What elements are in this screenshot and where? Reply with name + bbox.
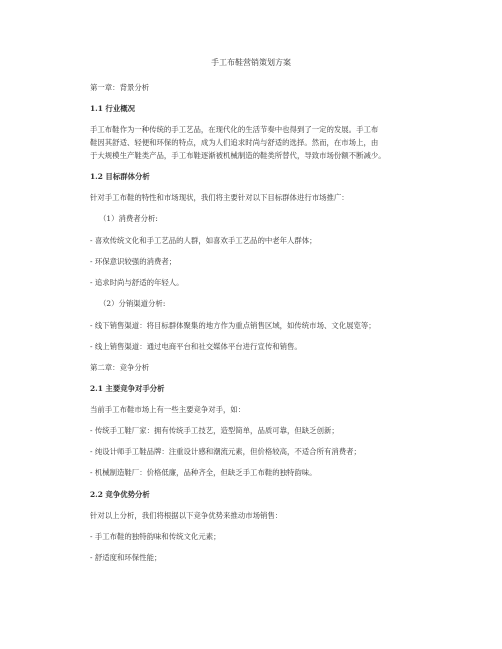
paragraph-line: 针对以上分析，我们将根据以下竞争优势来推动市场销售：	[90, 511, 283, 520]
paragraph-line: 于大规模生产鞋类产品，手工布鞋逐渐被机械制造的鞋类所替代，导致市场份额不断减少。	[90, 151, 386, 160]
paragraph-line: 鞋因其舒适、轻便和环保的特点，成为人们追求时尚与舒适的选择。然而，在市场上，由	[90, 138, 379, 147]
chapter-1-heading: 第一章：背景分析	[90, 83, 150, 92]
document-title: 手工布鞋营销策划方案	[211, 58, 291, 67]
list-item: - 手工布鞋的独特韵味和传统文化元素；	[90, 532, 221, 541]
chapter-2-heading: 第二章：竞争分析	[90, 363, 150, 372]
section-1-2-heading: 1.2 目标群体分析	[90, 172, 150, 181]
list-item: - 纯设计师手工鞋品牌：注重设计感和潮流元素，但价格较高，不适合所有消费者；	[90, 447, 361, 456]
paragraph-line: 针对手工布鞋的特性和市场现状，我们将主要针对以下目标群体进行市场推广：	[90, 193, 349, 202]
paragraph-line: 当前手工布鞋市场上有一些主要竞争对手，如：	[90, 405, 246, 414]
section-1-1-heading: 1.1 行业概况	[90, 104, 135, 113]
section-2-2-heading: 2.2 竞争优势分析	[90, 490, 150, 499]
subheading-channels: （2）分销渠道分析:	[99, 299, 166, 308]
section-2-1-heading: 2.1 主要竞争对手分析	[90, 384, 165, 393]
list-item: - 环保意识较强的消费者；	[90, 257, 177, 266]
subheading-consumers: （1）消费者分析:	[99, 214, 158, 223]
list-item: - 喜欢传统文化和手工艺品的人群，如喜欢手工艺品的中老年人群体；	[90, 236, 317, 245]
list-item: - 追求时尚与舒适的年轻人。	[90, 278, 184, 287]
list-item: - 线上销售渠道：通过电商平台和社交媒体平台进行宣传和销售。	[90, 342, 302, 351]
paragraph-line: 手工布鞋作为一种传统的手工艺品，在现代化的生活节奏中也得到了一定的发展。手工布	[90, 125, 379, 134]
list-item: - 线下销售渠道：将目标群体聚集的地方作为重点销售区域，如传统市场、文化展览等；	[90, 321, 376, 330]
list-item: - 传统手工鞋厂家：拥有传统手工技艺，造型简单，品质可靠，但缺乏创新；	[90, 426, 339, 435]
list-item: - 舒适度和环保性能；	[90, 553, 162, 562]
list-item: - 机械制造鞋厂：价格低廉，品种齐全，但缺乏手工布鞋的独特韵味。	[90, 468, 317, 477]
